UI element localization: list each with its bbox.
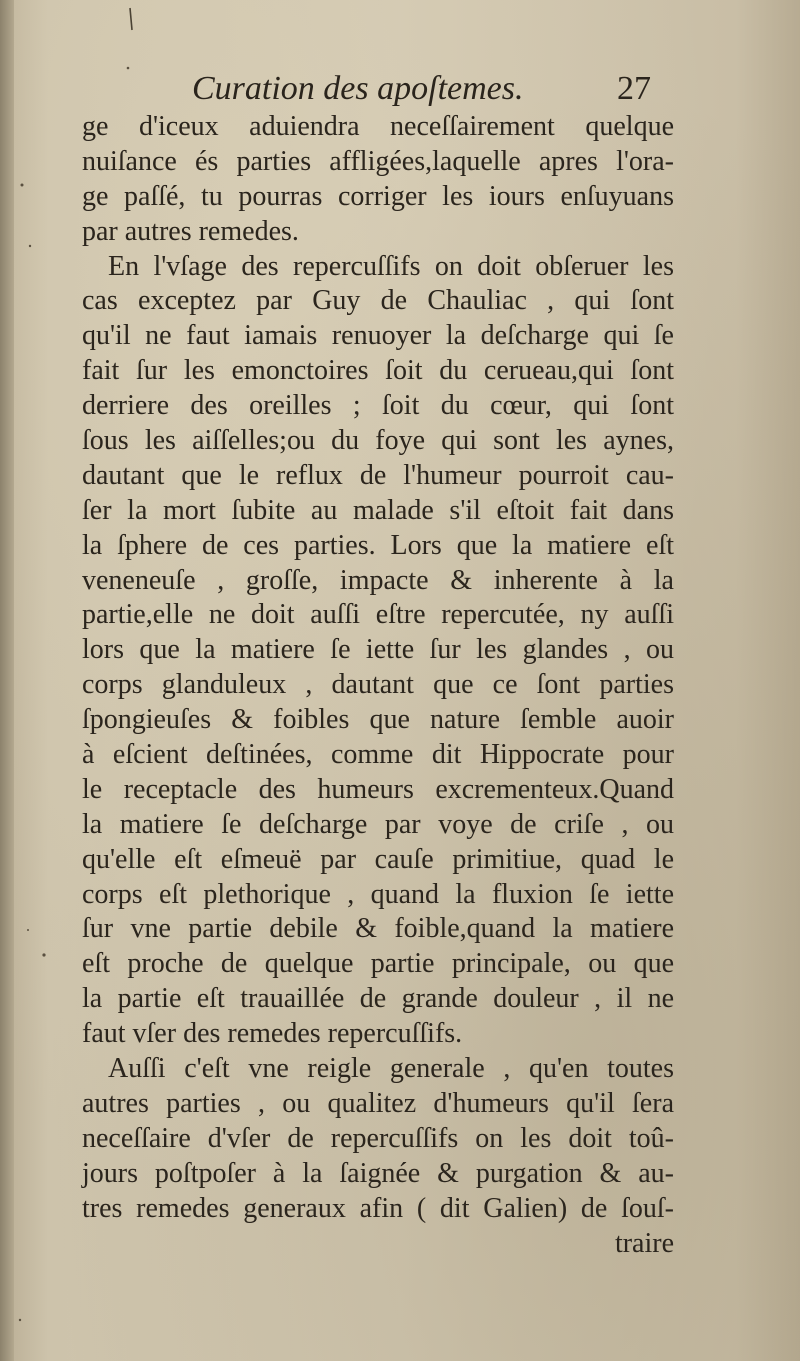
text-line: autres parties , ou qualitez d'humeurs qu'il ſera (82, 1087, 674, 1119)
text-line: par autres remedes. (82, 215, 299, 247)
text-line: cas exceptez par Guy de Chauliac , qui ſont (82, 285, 674, 317)
text-line: ge d'iceux aduiendra neceſſairement quelque (82, 111, 674, 142)
text-line: tres remedes generaux afin ( dit Galien) de ſouſ- (82, 1192, 674, 1224)
text-line: veneneuſe , groſſe, impacte & inherente à la (82, 564, 674, 596)
page-number: 27 (617, 70, 651, 107)
text-line: corps eſt plethorique , quand la fluxion ſe iette (82, 878, 674, 910)
text-line: neceſſaire d'vſer de repercuſſifs on les doit toû- (82, 1122, 674, 1154)
text-line: faut vſer des remedes repercuſſifs. (82, 1018, 463, 1050)
text-line: partie,elle ne doit auſſi eſtre repercutée, ny auſſi (82, 599, 674, 631)
text-line: la ſphere de ces parties. Lors que la matiere eſt (82, 529, 674, 561)
text-line: En l'vſage des repercuſſifs on doit obſeruer les (108, 250, 674, 282)
text-line: lors que la matiere ſe iette ſur les glandes , ou (82, 634, 674, 666)
text-line: la partie eſt trauaillée de grande douleur , il ne (82, 983, 674, 1015)
text-line: à eſcient deſtinées, comme dit Hippocrate pour (82, 739, 674, 771)
text-line: fait ſur les emonctoires ſoit du cerueau,qui ſont (82, 355, 674, 387)
catchword: traire (614, 1227, 674, 1259)
text-line: nuiſance és parties affligées,laquelle apres l'ora- (82, 145, 674, 177)
text-line: qu'il ne faut iamais renuoyer la deſcharge qui ſe (82, 320, 674, 352)
text-line: jours poſtpoſer à la ſaignée & purgation & au- (82, 1157, 674, 1189)
text-line: le receptacle des humeurs excrementeux.Quand (82, 773, 674, 805)
text-line: qu'elle eſt eſmeuë par cauſe primitiue, quad le (82, 843, 674, 875)
text-line: ſous les aiſſelles;ou du foye qui sont les aynes, (82, 425, 674, 457)
text-line: Auſſi c'eſt vne reigle generale , qu'en toutes (108, 1053, 674, 1085)
text-line: ſur vne partie debile & foible,quand la matiere (82, 913, 674, 945)
text-line: la matiere ſe deſcharge par voye de criſe , ou (82, 808, 674, 840)
text-line: ſpongieuſes & foibles que nature ſemble auoir (82, 704, 674, 736)
text-line: dautant que le reflux de l'humeur pourroit cau- (82, 459, 674, 491)
text-line: eſt proche de quelque partie principale, ou que (82, 948, 674, 980)
text-line: ſer la mort ſubite au malade s'il eſtoit fait dans (82, 494, 674, 526)
page-gutter-edge (0, 0, 14, 1361)
running-head-title: Curation des apoſtemes. (192, 70, 524, 107)
text-line: corps glanduleux , dautant que ce ſont parties (82, 669, 674, 701)
text-line: ge paſſé, tu pourras corriger les iours enſuyuans (82, 180, 674, 212)
body-text (82, 110, 674, 1261)
text-line: derriere des oreilles ; ſoit du cœur, qui ſont (82, 390, 674, 422)
